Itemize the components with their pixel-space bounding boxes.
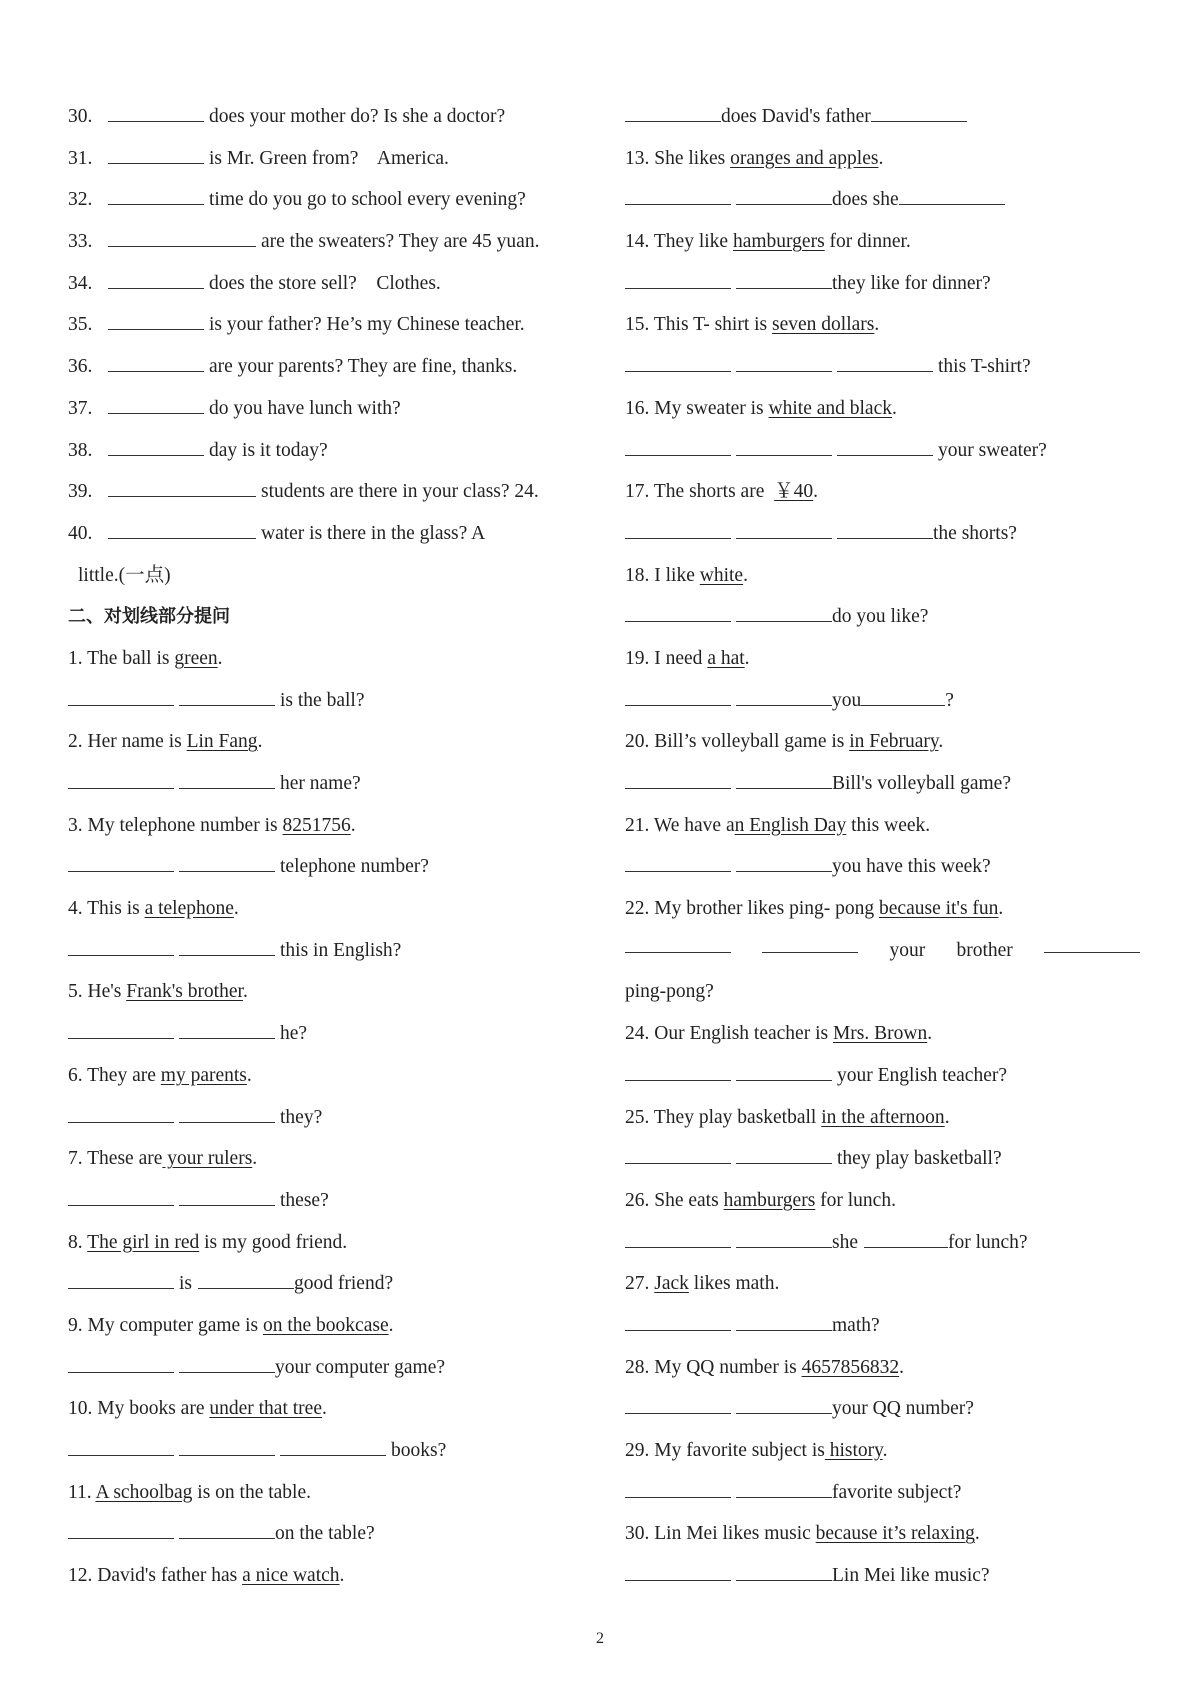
- answer-blank[interactable]: [108, 266, 204, 289]
- answer-blank[interactable]: [736, 1475, 832, 1498]
- question-32: 32. time do you go to school every evening?: [68, 179, 588, 221]
- answer-blank[interactable]: [108, 141, 204, 164]
- sentence-4: 4. This is a telephone.: [68, 898, 239, 920]
- answer-blank[interactable]: [625, 349, 731, 372]
- answer-line-14: they like for dinner?: [625, 263, 1145, 305]
- sentence-1: 1. The ball is green.: [68, 647, 223, 669]
- answer-blank[interactable]: [625, 1225, 731, 1248]
- sentence-19: 19. I need a hat.: [625, 647, 750, 669]
- answer-line-30: Lin Mei like music?: [625, 1555, 1145, 1597]
- question-36: 36. are your parents? They are fine, thanks.: [68, 346, 588, 388]
- answer-blank[interactable]: [736, 1058, 832, 1081]
- answer-line-12: does David's father: [625, 96, 1145, 138]
- answer-blank[interactable]: [625, 1058, 731, 1081]
- answer-blank[interactable]: [625, 1308, 731, 1331]
- sentence-17: 17. The shorts are ￥40.: [625, 481, 818, 503]
- answer-blank[interactable]: [179, 933, 275, 956]
- answer-line-3: telephone number?: [68, 846, 588, 888]
- answer-line-24: your English teacher?: [625, 1055, 1145, 1097]
- sentence-16: 16. My sweater is white and black.: [625, 397, 897, 419]
- sentence-20: 20. Bill’s volleyball game is in February.: [625, 731, 944, 753]
- question-38: 38. day is it today?: [68, 430, 588, 472]
- answer-blank[interactable]: [108, 516, 256, 539]
- answer-line-22: your brother: [625, 930, 1140, 972]
- answer-line-8: is good friend?: [68, 1263, 588, 1305]
- answer-blank[interactable]: [179, 1516, 275, 1539]
- sentence-22: 22. My brother likes ping- pong because it's fun.: [625, 898, 1004, 920]
- answer-blank[interactable]: [861, 683, 945, 706]
- answer-blank[interactable]: [68, 1516, 174, 1539]
- answer-blank[interactable]: [68, 683, 174, 706]
- sentence-15: 15. This T- shirt is seven dollars.: [625, 314, 880, 336]
- sentence-18: 18. I like white.: [625, 564, 748, 586]
- answer-blank[interactable]: [108, 224, 256, 247]
- sentence-24: 24. Our English teacher is Mrs. Brown.: [625, 1023, 933, 1045]
- answer-line-2: her name?: [68, 763, 588, 805]
- answer-blank[interactable]: [625, 766, 731, 789]
- answer-line-13: does she: [625, 179, 1145, 221]
- answer-blank[interactable]: [899, 182, 1005, 205]
- answer-blank[interactable]: [108, 474, 256, 497]
- answer-line-5: he?: [68, 1013, 588, 1055]
- answer-line-7: these?: [68, 1180, 588, 1222]
- question-37: 37. do you have lunch with?: [68, 388, 588, 430]
- question-40-continuation: little.(一点): [78, 564, 171, 586]
- question-31: 31. is Mr. Green from? America.: [68, 138, 588, 180]
- answer-blank[interactable]: [179, 683, 275, 706]
- question-35: 35. is your father? He’s my Chinese teacher.: [68, 304, 588, 346]
- answer-blank[interactable]: [736, 849, 832, 872]
- answer-blank[interactable]: [198, 1266, 294, 1289]
- answer-line-4: this in English?: [68, 930, 588, 972]
- question-30: 30. does your mother do? Is she a doctor?: [68, 96, 588, 138]
- answer-line-25: they play basketball?: [625, 1138, 1145, 1180]
- answer-line-19: you ?: [625, 680, 1145, 722]
- answer-blank[interactable]: [625, 1391, 731, 1414]
- answer-line-11: on the table?: [68, 1513, 588, 1555]
- answer-blank[interactable]: [68, 1100, 174, 1123]
- answer-blank[interactable]: [837, 349, 933, 372]
- answer-line-22-continuation: ping-pong?: [625, 981, 714, 1003]
- right-column: [625, 96, 1145, 1597]
- answer-blank[interactable]: [179, 766, 275, 789]
- answer-blank[interactable]: [625, 99, 721, 122]
- answer-blank[interactable]: [108, 391, 204, 414]
- answer-blank[interactable]: [1044, 930, 1140, 953]
- answer-blank[interactable]: [108, 99, 204, 122]
- sentence-9: 9. My computer game is on the bookcase.: [68, 1314, 394, 1336]
- answer-blank[interactable]: [625, 849, 731, 872]
- answer-blank[interactable]: [179, 1183, 275, 1206]
- answer-line-10: books?: [68, 1430, 588, 1472]
- question-39: 39. students are there in your class? 24.: [68, 471, 588, 513]
- sentence-25: 25. They play basketball in the afternoon.: [625, 1106, 950, 1128]
- sentence-6: 6. They are my parents.: [68, 1064, 252, 1086]
- answer-blank[interactable]: [736, 349, 832, 372]
- answer-line-17: the shorts?: [625, 513, 1145, 555]
- answer-line-29: favorite subject?: [625, 1472, 1145, 1514]
- answer-blank[interactable]: [68, 766, 174, 789]
- answer-line-27: math?: [625, 1305, 1145, 1347]
- answer-blank[interactable]: [625, 1558, 731, 1581]
- answer-blank[interactable]: [68, 933, 174, 956]
- answer-blank[interactable]: [736, 1308, 832, 1331]
- answer-blank[interactable]: [736, 516, 832, 539]
- sentence-7: 7. These are your rulers.: [68, 1148, 258, 1170]
- answer-blank[interactable]: [68, 1350, 174, 1373]
- sentence-13: 13. She likes oranges and apples.: [625, 147, 884, 169]
- answer-blank[interactable]: [864, 1225, 948, 1248]
- answer-blank[interactable]: [625, 930, 731, 953]
- question-34: 34. does the store sell? Clothes.: [68, 263, 588, 305]
- sentence-30: 30. Lin Mei likes music because it’s relaxing.: [625, 1523, 980, 1545]
- answer-blank[interactable]: [68, 1266, 174, 1289]
- answer-blank[interactable]: [68, 849, 174, 872]
- answer-blank[interactable]: [179, 1100, 275, 1123]
- answer-blank[interactable]: [68, 1016, 174, 1039]
- answer-line-1: is the ball?: [68, 680, 588, 722]
- section-title: 二、对划线部分提问: [68, 606, 230, 628]
- sentence-11: 11. A schoolbag is on the table.: [68, 1481, 312, 1503]
- answer-blank[interactable]: [762, 930, 858, 953]
- answer-blank[interactable]: [108, 307, 204, 330]
- answer-line-21: you have this week?: [625, 846, 1145, 888]
- answer-line-6: they?: [68, 1097, 588, 1139]
- answer-line-20: Bill's volleyball game?: [625, 763, 1145, 805]
- answer-blank[interactable]: [179, 849, 275, 872]
- answer-blank[interactable]: [625, 182, 731, 205]
- answer-blank[interactable]: [179, 1350, 275, 1373]
- answer-line-16: your sweater?: [625, 430, 1145, 472]
- answer-blank[interactable]: [736, 266, 832, 289]
- sentence-10: 10. My books are under that tree.: [68, 1398, 327, 1420]
- answer-blank[interactable]: [625, 683, 731, 706]
- answer-line-28: your QQ number?: [625, 1388, 1145, 1430]
- sentence-5: 5. He's Frank's brother.: [68, 981, 248, 1003]
- sentence-14: 14. They like hamburgers for dinner.: [625, 231, 911, 253]
- answer-blank[interactable]: [625, 266, 731, 289]
- answer-blank[interactable]: [179, 1433, 275, 1456]
- answer-blank[interactable]: [736, 182, 832, 205]
- answer-blank[interactable]: [736, 683, 832, 706]
- sentence-29: 29. My favorite subject is history.: [625, 1440, 888, 1461]
- answer-line-15: this T-shirt?: [625, 346, 1145, 388]
- answer-blank[interactable]: [736, 1141, 832, 1164]
- answer-blank[interactable]: [871, 99, 967, 122]
- answer-blank[interactable]: [736, 599, 832, 622]
- answer-blank[interactable]: [179, 1016, 275, 1039]
- answer-blank[interactable]: [625, 599, 731, 622]
- answer-blank[interactable]: [68, 1183, 174, 1206]
- answer-blank[interactable]: [108, 349, 204, 372]
- answer-blank[interactable]: [736, 1391, 832, 1414]
- sentence-2: 2. Her name is Lin Fang.: [68, 731, 263, 753]
- answer-blank[interactable]: [280, 1433, 386, 1456]
- answer-blank[interactable]: [837, 516, 933, 539]
- answer-blank[interactable]: [625, 516, 731, 539]
- sentence-8: 8. The girl in red is my good friend.: [68, 1231, 348, 1253]
- answer-blank[interactable]: [736, 1558, 832, 1581]
- sentence-26: 26. She eats hamburgers for lunch.: [625, 1189, 896, 1211]
- answer-blank[interactable]: [108, 433, 204, 456]
- answer-blank[interactable]: [68, 1433, 174, 1456]
- answer-blank[interactable]: [736, 1225, 832, 1248]
- sentence-27: 27. Jack likes math.: [625, 1273, 780, 1295]
- sentence-28: 28. My QQ number is 4657856832.: [625, 1356, 904, 1378]
- answer-line-9: your computer game?: [68, 1347, 588, 1389]
- answer-blank[interactable]: [736, 766, 832, 789]
- question-33: 33. are the sweaters? They are 45 yuan.: [68, 221, 588, 263]
- answer-line-18: do you like?: [625, 596, 1145, 638]
- sentence-21: 21. We have an English Day this week.: [625, 814, 931, 836]
- page-number: 2: [596, 1630, 604, 1647]
- answer-blank[interactable]: [625, 433, 731, 456]
- answer-blank[interactable]: [108, 182, 204, 205]
- answer-line-26: she for lunch?: [625, 1222, 1145, 1264]
- answer-blank[interactable]: [837, 433, 933, 456]
- answer-blank[interactable]: [736, 433, 832, 456]
- sentence-12: 12. David's father has a nice watch.: [68, 1565, 345, 1587]
- sentence-3: 3. My telephone number is 8251756.: [68, 814, 356, 836]
- answer-blank[interactable]: [625, 1475, 731, 1498]
- question-40: 40. water is there in the glass? A: [68, 513, 588, 555]
- answer-blank[interactable]: [625, 1141, 731, 1164]
- left-column: [68, 96, 588, 1597]
